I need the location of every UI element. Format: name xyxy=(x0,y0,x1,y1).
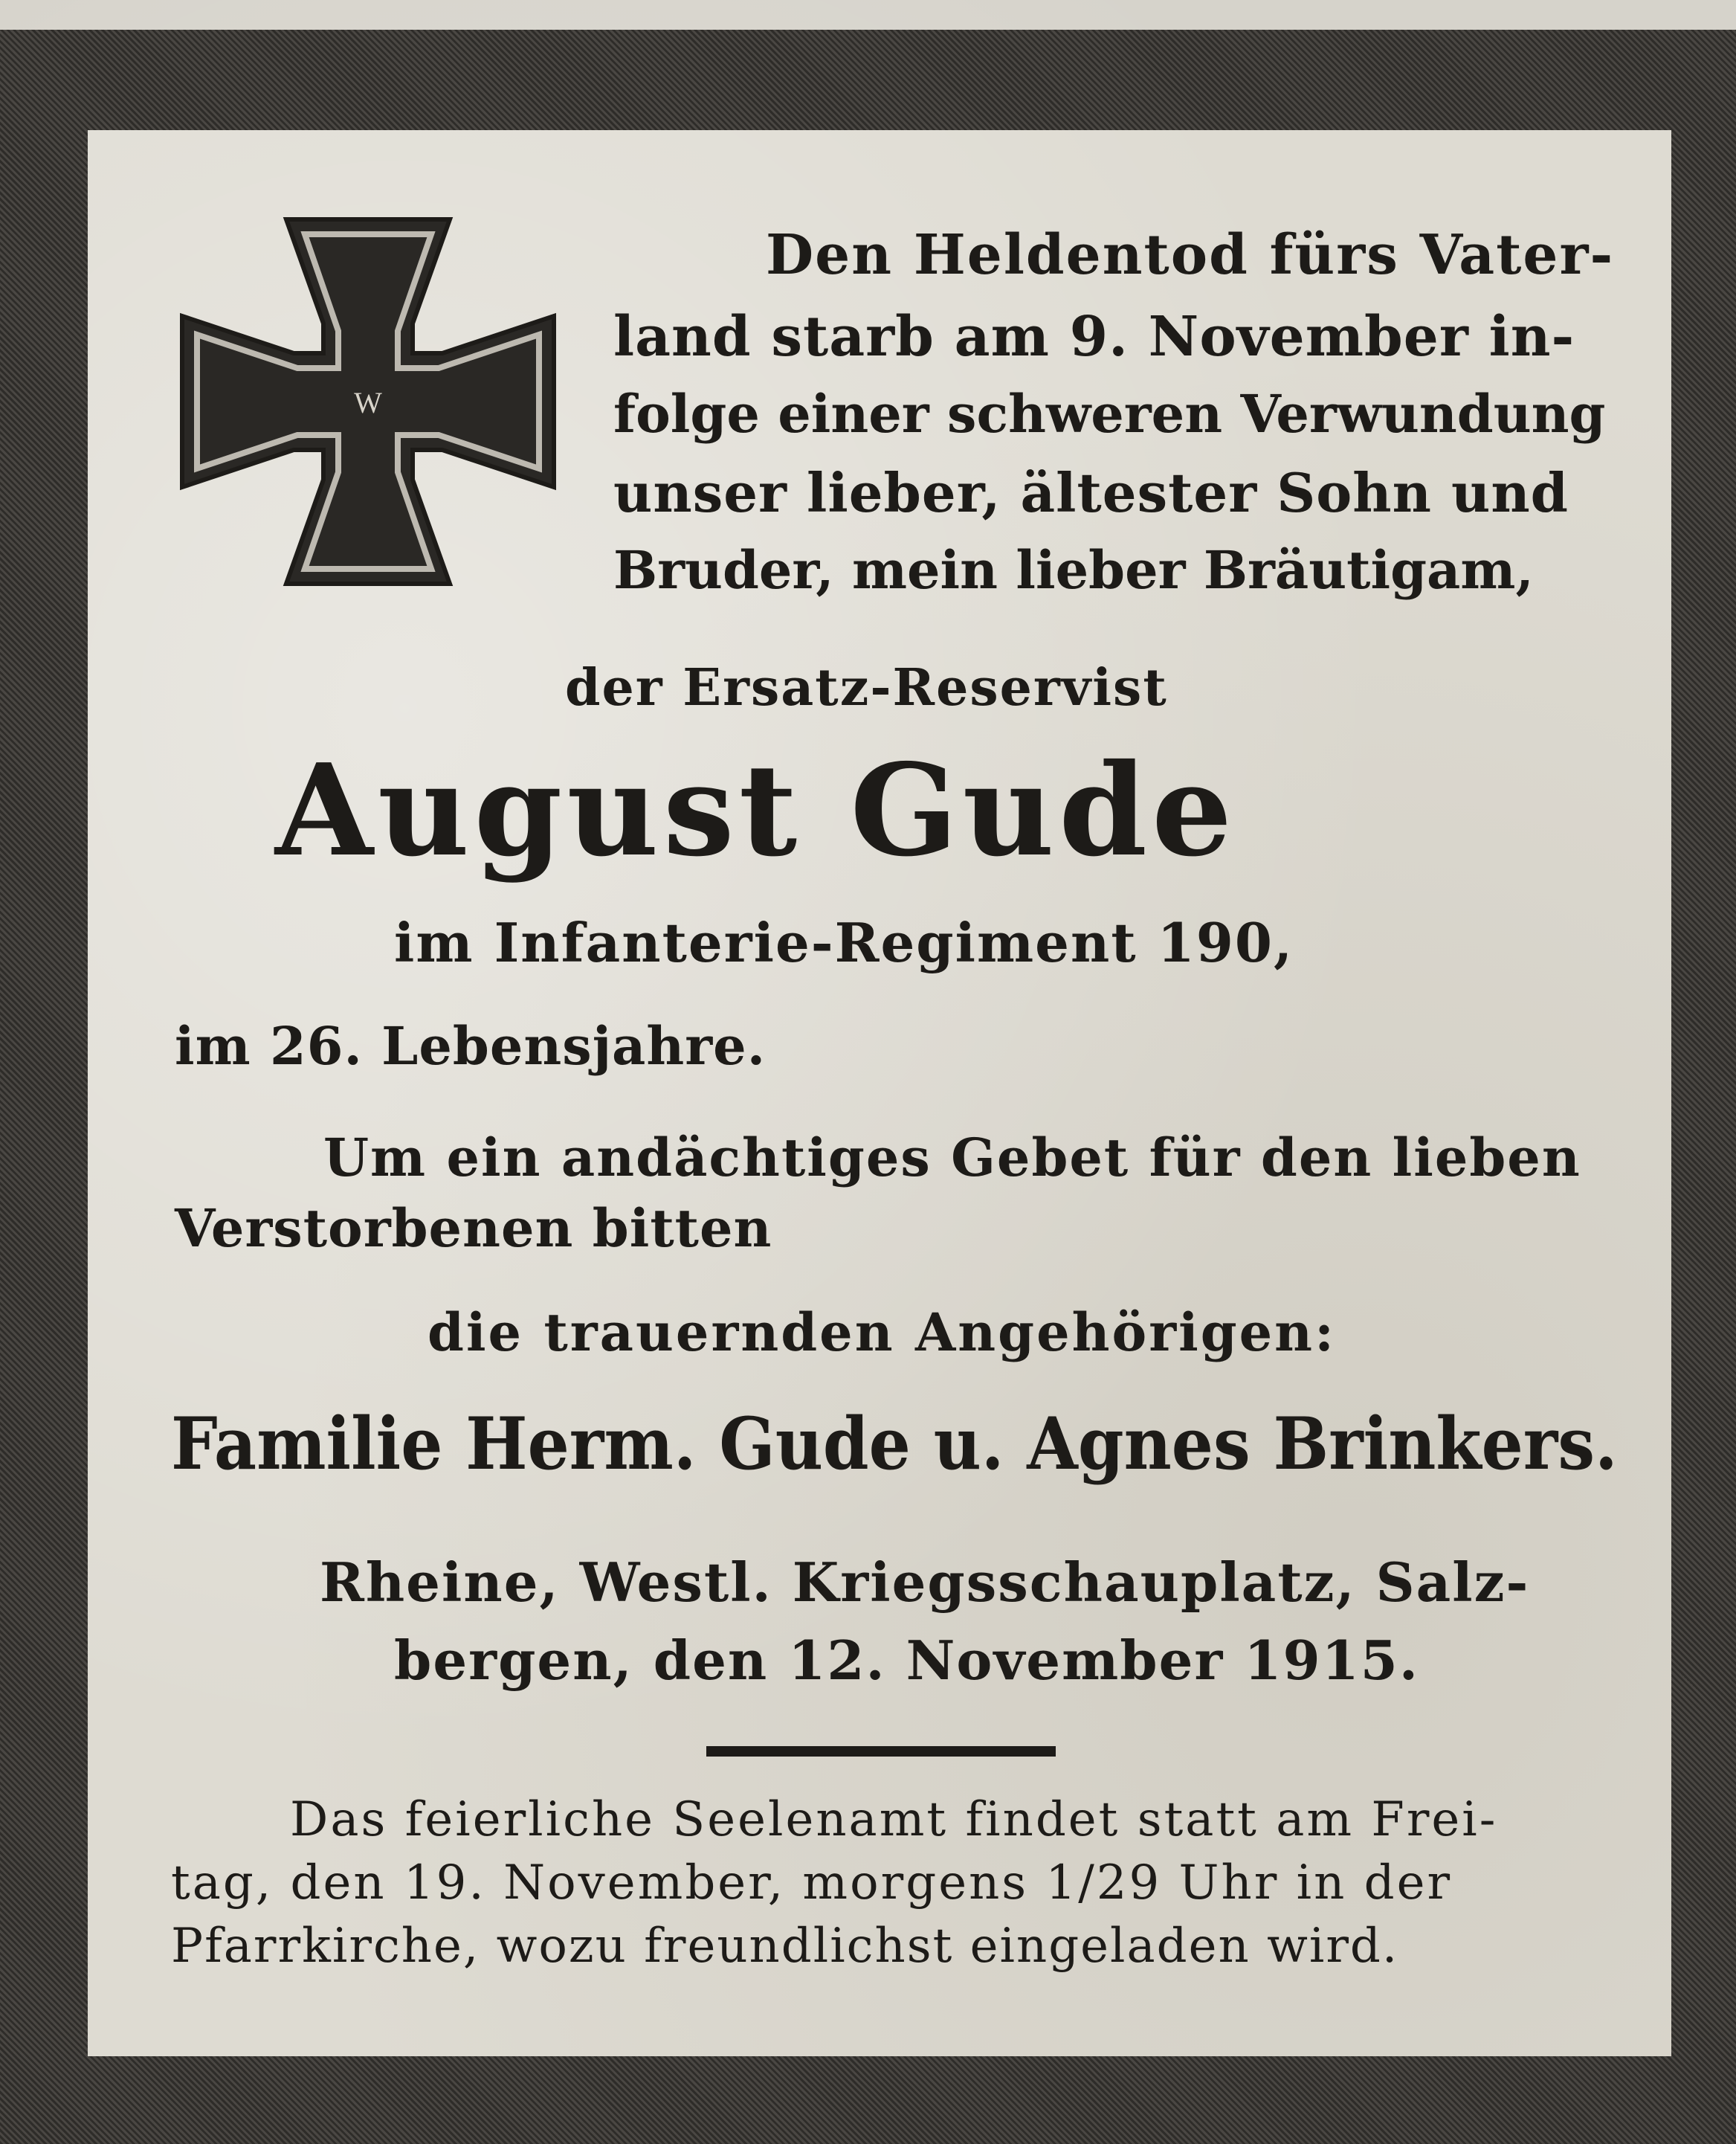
iron-cross-icon xyxy=(175,212,561,591)
divider-rule xyxy=(706,1746,1056,1757)
rank-line: der Ersatz-Reservist xyxy=(565,658,1168,718)
regiment-line: im Infanterie-Regiment 190, xyxy=(394,911,1294,974)
prayer-line-1: Um ein andächtiges Gebet für den lieben xyxy=(323,1127,1581,1188)
mass-line-1: Das feierliche Seelenamt findet statt am Frei- xyxy=(290,1792,1498,1847)
intro-line-3: folge einer schweren Verwundung xyxy=(613,383,1606,445)
place-line-1: Rheine, Westl. Kriegsschauplatz, Salz- xyxy=(320,1551,1530,1614)
deceased-name: August Gude xyxy=(275,736,1237,885)
intro-line-5: Bruder, mein lieber Bräutigam, xyxy=(613,539,1534,601)
mass-line-3: Pfarrkirche, wozu freundlichst eingeladen wird. xyxy=(171,1919,1399,1974)
family-names: Familie Herm. Gude u. Agnes Brinkers. xyxy=(171,1402,1618,1486)
intro-line-4: unser lieber, ältester Sohn und xyxy=(613,461,1569,524)
intro-line-1: Den Heldentod fürs Vater- xyxy=(766,223,1615,287)
place-line-2: bergen, den 12. November 1915. xyxy=(394,1629,1419,1692)
mass-line-2: tag, den 19. November, morgens 1/29 Uhr in der xyxy=(171,1855,1453,1910)
intro-line-2: land starb am 9. November in- xyxy=(613,305,1575,369)
mourners-heading: die trauernden Angehörigen: xyxy=(427,1301,1336,1363)
svg-text:W: W xyxy=(354,386,382,419)
prayer-line-2: Verstorbenen bitten xyxy=(175,1197,772,1259)
age-line: im 26. Lebensjahre. xyxy=(175,1015,767,1077)
